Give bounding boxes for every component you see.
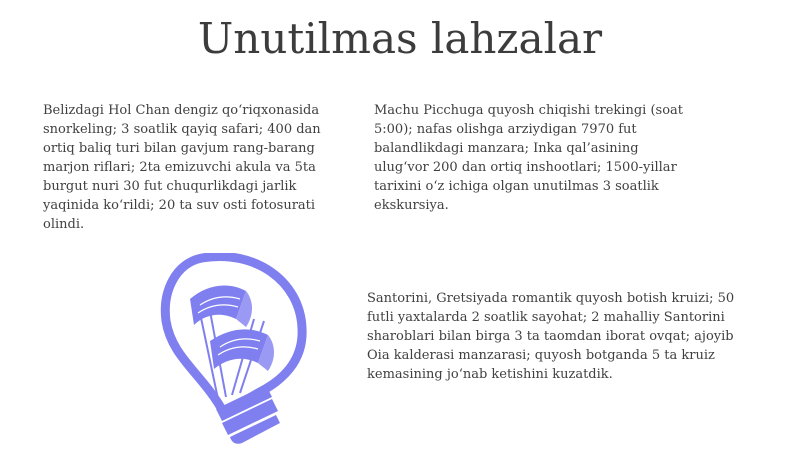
text-block-santorini: Santorini, Gretsiyada romantik quyosh botish kruizi; 50 futli yaxtalarda 2 soatlik sayohat; 2 mahalliy Santorini sharoblari bilan birga 3 ta taomdan iborat ovqat; ajoyib Oia kalderasi manzarasi; quyosh botganda 5 ta kruiz kemasining jo‘nab ketishini kuzatdik. <box>367 291 735 382</box>
lightbulb-book-icon <box>150 253 320 449</box>
slide-title: Unutilmas lahzalar <box>197 14 603 63</box>
text-block-belize: Belizdagi Hol Chan dengiz qo‘riqxonasida snorkeling; 3 soatlik qayiq safari; 400 dan ortiq baliq turi bilan gavjum rang-barang marjon riflari; 2ta emizuvchi akula va 5ta burgut nuri 30 fut chuqurlikdagi jarlik yaqinida ko‘rildi; 20 ta suv osti fotosurati olindi. <box>43 103 321 232</box>
text-block-machu-picchu: Machu Picchuga quyosh chiqishi trekingi (soat 5:00); nafas olishga arziydigan 7970 fut balandlikdagi manzara; Inka qal’asining ulug‘vor 200 dan ortiq inshootlari; 1500-yillar tarixini o‘z ichiga olgan unutilmas 3 soatlik ekskursiya. <box>374 103 683 213</box>
